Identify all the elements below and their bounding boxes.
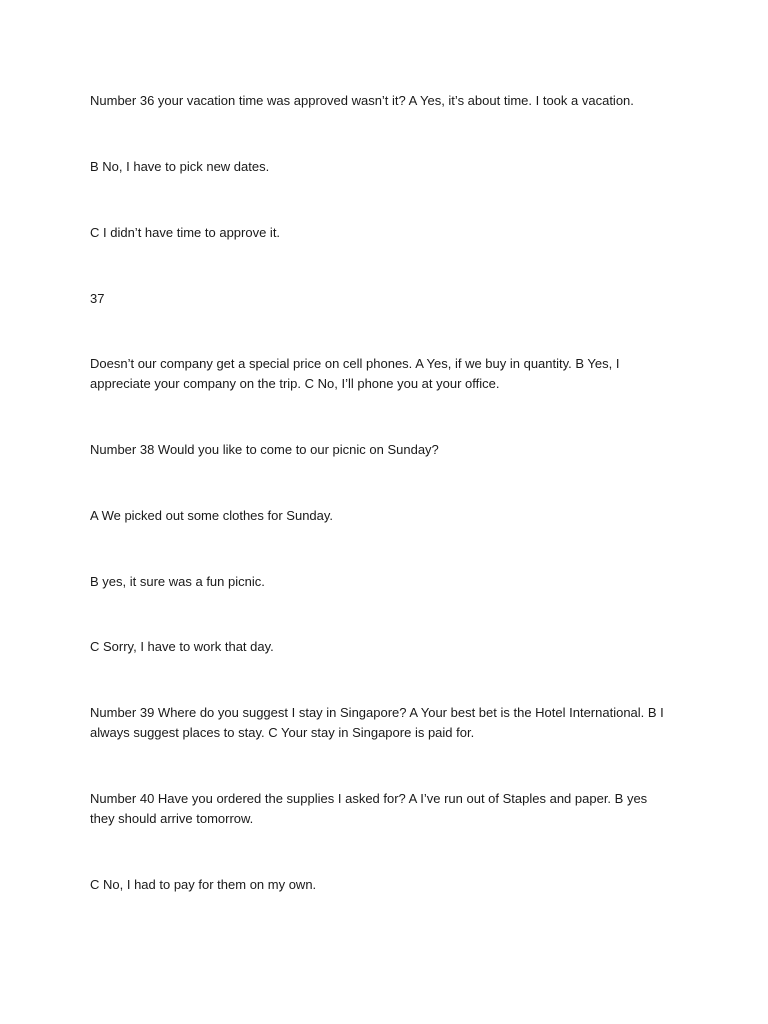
paragraph-q36-option-c: C I didn’t have time to approve it.: [90, 225, 281, 240]
paragraph-q39: Number 39 Where do you suggest I stay in Singapore? A Your best bet is the Hotel International. B I always suggest places to stay. C Your stay in Singapore is paid for.: [90, 705, 664, 740]
paragraph-q37-number: 37: [90, 291, 105, 306]
paragraph-q36: Number 36 your vacation time was approved wasn’t it? A Yes, it’s about time. I took a vacation.: [90, 93, 634, 108]
paragraph-q40-option-c: C No, I had to pay for them on my own.: [90, 877, 317, 892]
paragraph-q38: Number 38 Would you like to come to our picnic on Sunday?: [90, 442, 439, 457]
paragraph-q37: Doesn’t our company get a special price on cell phones. A Yes, if we buy in quantity. B Yes, I appreciate your company on the trip. C No, I’ll phone you at your office.: [90, 356, 620, 391]
paragraph-q38-option-c: C Sorry, I have to work that day.: [90, 639, 274, 654]
paragraph-q38-option-b: B yes, it sure was a fun picnic.: [90, 574, 265, 589]
paragraph-q38-option-a: A We picked out some clothes for Sunday.: [90, 508, 334, 523]
paragraph-q40: Number 40 Have you ordered the supplies I asked for? A I’ve run out of Staples and paper. B yes they should arrive tomorrow.: [90, 791, 648, 826]
paragraph-q36-option-b: B No, I have to pick new dates.: [90, 159, 270, 174]
